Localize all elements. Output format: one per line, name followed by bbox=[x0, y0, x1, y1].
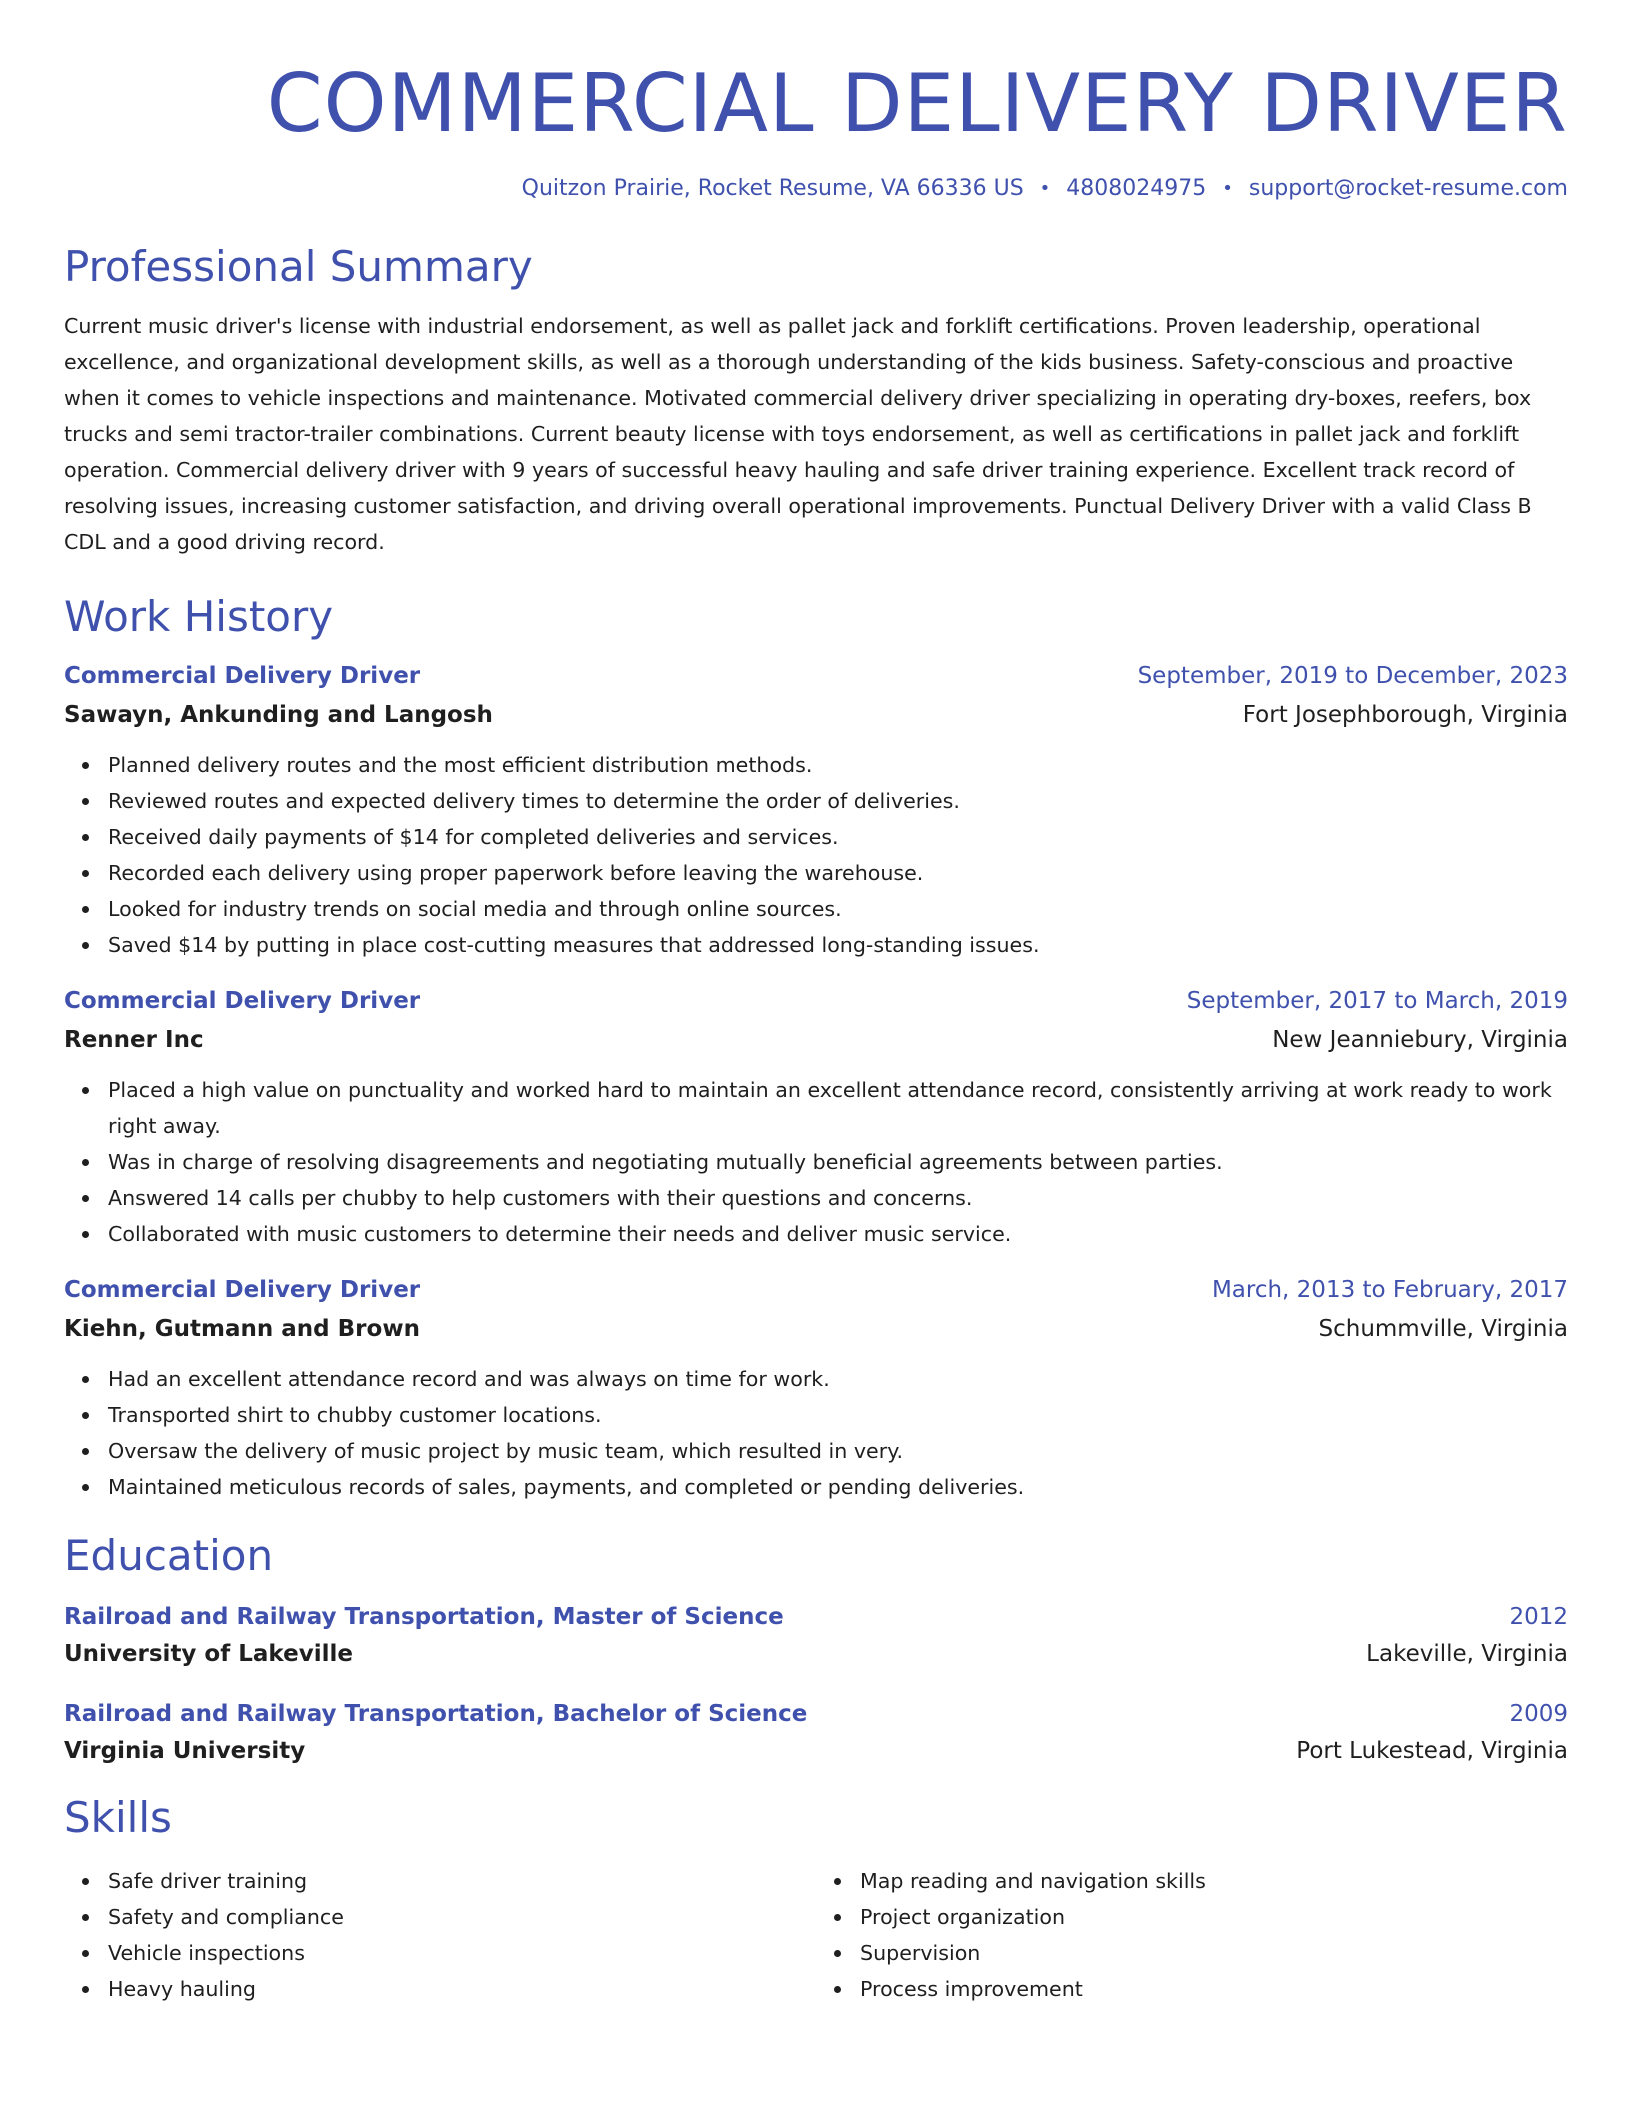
work-entry-subheader bbox=[64, 699, 1568, 731]
list-item: Saved $14 by putting in place cost-cutting measures that addressed long-standing issues. bbox=[108, 927, 1568, 963]
work-entry bbox=[64, 660, 1568, 963]
skill-item: Safe driver training bbox=[108, 1863, 816, 1899]
contact-info bbox=[64, 174, 1568, 204]
degree-title: Railroad and Railway Transportation, Bachelor of Science bbox=[64, 1701, 808, 1727]
job-location: Fort Josephborough, Virginia bbox=[1242, 702, 1568, 728]
skills-list bbox=[64, 1863, 1568, 2007]
degree-title: Railroad and Railway Transportation, Master of Science bbox=[64, 1604, 784, 1630]
list-item: Received daily payments of $14 for completed deliveries and services. bbox=[108, 819, 1568, 855]
graduation-year: 2012 bbox=[1509, 1604, 1568, 1630]
list-item: Transported shirt to chubby customer locations. bbox=[108, 1397, 1568, 1433]
list-item: Reviewed routes and expected delivery times to determine the order of deliveries. bbox=[108, 783, 1568, 819]
contact-email: support@rocket-resume.com bbox=[1248, 176, 1568, 201]
skills-column-right bbox=[816, 1863, 1568, 2007]
work-entry-header bbox=[64, 660, 1568, 692]
school-location: Port Lukestead, Virginia bbox=[1296, 1738, 1568, 1764]
skill-item: Project organization bbox=[860, 1899, 1568, 1935]
work-entry bbox=[64, 985, 1568, 1252]
list-item: Was in charge of resolving disagreements and negotiating mutually beneficial agreements between parties. bbox=[108, 1144, 1568, 1180]
job-duties-list bbox=[64, 747, 1568, 963]
company-name: Kiehn, Gutmann and Brown bbox=[64, 1316, 420, 1342]
job-title: Commercial Delivery Driver bbox=[64, 988, 421, 1014]
section-title-work-history: Work History bbox=[64, 592, 334, 641]
job-duties-list bbox=[64, 1072, 1568, 1252]
list-item: Recorded each delivery using proper paperwork before leaving the warehouse. bbox=[108, 855, 1568, 891]
skill-item: Process improvement bbox=[860, 1971, 1568, 2007]
work-entry-header bbox=[64, 1274, 1568, 1306]
contact-phone: 4808024975 bbox=[1066, 176, 1207, 201]
job-dates: September, 2019 to December, 2023 bbox=[1137, 663, 1568, 689]
skill-item: Heavy hauling bbox=[108, 1971, 816, 2007]
school-name: University of Lakeville bbox=[64, 1641, 353, 1667]
work-entry-subheader bbox=[64, 1313, 1568, 1345]
list-item: Placed a high value on punctuality and worked hard to maintain an excellent attendance record, consistently arriving at work ready to work right away. bbox=[108, 1072, 1568, 1144]
list-item: Had an excellent attendance record and was always on time for work. bbox=[108, 1361, 1568, 1397]
list-item: Maintained meticulous records of sales, payments, and completed or pending deliveries. bbox=[108, 1469, 1568, 1505]
job-duties-list bbox=[64, 1361, 1568, 1505]
section-title-skills: Skills bbox=[64, 1793, 172, 1842]
company-name: Renner Inc bbox=[64, 1027, 204, 1053]
list-item: Oversaw the delivery of music project by music team, which resulted in very. bbox=[108, 1433, 1568, 1469]
work-entry bbox=[64, 1274, 1568, 1505]
list-item: Collaborated with music customers to determine their needs and deliver music service. bbox=[108, 1216, 1568, 1252]
job-dates: March, 2013 to February, 2017 bbox=[1211, 1277, 1568, 1303]
contact-address: Quitzon Prairie, Rocket Resume, VA 66336 US bbox=[521, 176, 1024, 201]
job-title: Commercial Delivery Driver bbox=[64, 663, 421, 689]
education-entry bbox=[64, 1698, 1568, 1767]
education-entry bbox=[64, 1601, 1568, 1670]
skill-item: Safety and compliance bbox=[108, 1899, 816, 1935]
education-entry-subheader bbox=[64, 1735, 1568, 1767]
skill-item: Supervision bbox=[860, 1935, 1568, 1971]
graduation-year: 2009 bbox=[1509, 1701, 1568, 1727]
education-entry-subheader bbox=[64, 1638, 1568, 1670]
list-item: Looked for industry trends on social media and through online sources. bbox=[108, 891, 1568, 927]
skills-column-left bbox=[64, 1863, 816, 2007]
contact-separator: • bbox=[1039, 178, 1051, 199]
skill-item: Vehicle inspections bbox=[108, 1935, 816, 1971]
page-title: COMMERCIAL DELIVERY DRIVER bbox=[266, 57, 1568, 150]
education-entry-header bbox=[64, 1601, 1568, 1633]
contact-separator: • bbox=[1222, 178, 1233, 199]
school-name: Virginia University bbox=[64, 1738, 306, 1764]
education-entry-header bbox=[64, 1698, 1568, 1730]
list-item: Answered 14 calls per chubby to help customers with their questions and concerns. bbox=[108, 1180, 1568, 1216]
section-title-summary: Professional Summary bbox=[64, 242, 533, 291]
job-title: Commercial Delivery Driver bbox=[64, 1277, 421, 1303]
company-name: Sawayn, Ankunding and Langosh bbox=[64, 702, 493, 728]
list-item: Planned delivery routes and the most efficient distribution methods. bbox=[108, 747, 1568, 783]
summary-text: Current music driver's license with industrial endorsement, as well as pallet jack and forklift certifications. Proven leadership, operational excellence, and organizational development skills, as well as a thorough understanding of the kids business. Safety-conscious and proactive when it comes to vehicle inspections and maintenance. Motivated commercial delivery driver specializing in operating dry-boxes, reefers, box trucks and semi tractor-trailer combinations. Current beauty license with toys endorsement, as well as certifications in pallet jack and forklift operation. Commercial delivery driver with 9 years of successful heavy hauling and safe driver training experience. Excellent track record of resolving issues, increasing customer satisfaction, and driving overall operational improvements. Punctual Delivery Driver with a valid Class B CDL and a good driving record. bbox=[64, 314, 1532, 554]
work-entry-header bbox=[64, 985, 1568, 1017]
section-title-education: Education bbox=[64, 1531, 274, 1580]
work-entry-subheader bbox=[64, 1024, 1568, 1056]
job-location: Schummville, Virginia bbox=[1318, 1316, 1568, 1342]
skill-item: Map reading and navigation skills bbox=[860, 1863, 1568, 1899]
school-location: Lakeville, Virginia bbox=[1366, 1641, 1568, 1667]
job-location: New Jeanniebury, Virginia bbox=[1272, 1027, 1568, 1053]
job-dates: September, 2017 to March, 2019 bbox=[1186, 988, 1568, 1014]
